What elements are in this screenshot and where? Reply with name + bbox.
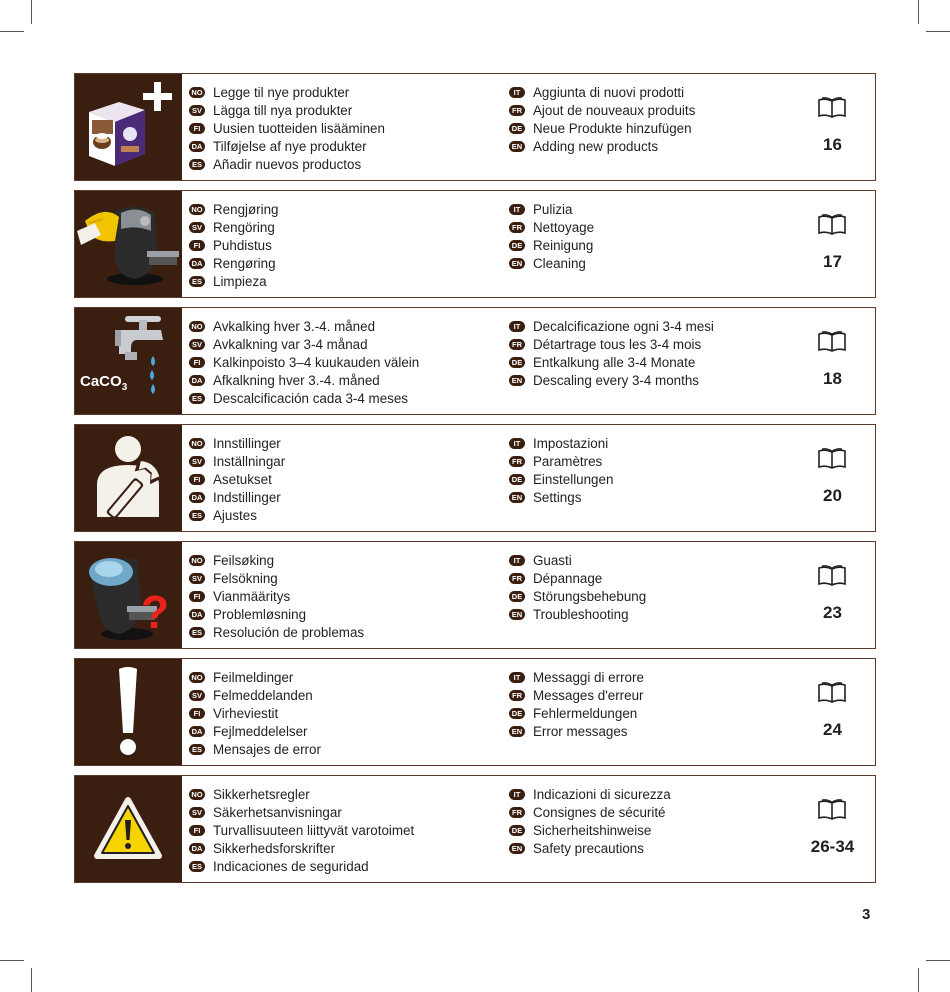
crop-mark [918,968,919,992]
lang-badge: ES [189,744,205,755]
lang-badge: IT [509,87,525,98]
entry-text: Asetukset [213,471,272,487]
caco3-label: CaCO [80,373,122,390]
entry-text: Indicazioni di sicurezza [533,786,671,802]
entry-text: Rengøring [213,255,276,271]
toc-row-cleaning[interactable] [74,190,876,298]
entry-text: Avkalkning var 3-4 månad [213,336,368,352]
entry-text: Adding new products [533,138,659,154]
toc-row-adding-products[interactable] [74,73,876,181]
entry-text: Indicaciones de seguridad [213,858,369,874]
lang-badge: ES [189,276,205,287]
lang-badge: FI [189,357,205,368]
book-icon [817,564,847,588]
lang-badge: IT [509,672,525,683]
entry-text: Settings [533,489,582,505]
lang-badge: ES [189,393,205,404]
lang-badge: EN [509,492,525,503]
entry-text: Troubleshooting [533,606,629,622]
lang-badge: IT [509,438,525,449]
lang-badge: FI [189,474,205,485]
entry-text: Feilmeldinger [213,669,294,685]
entry-text: Reinigung [533,237,594,253]
page-reference[interactable]: 18 [823,369,842,388]
crop-mark [0,960,24,961]
lang-badge: EN [509,726,525,737]
toc-row-safety[interactable] [74,775,876,883]
entry-text: Dépannage [533,570,603,586]
lang-badge: SV [189,573,205,584]
entry-text: Feilsøking [213,552,275,568]
machine-question-icon [75,542,182,648]
lang-badge: DA [189,258,205,269]
page-reference[interactable]: 16 [823,135,842,154]
machine-cleaning-icon [75,191,182,297]
lang-badge: FI [189,240,205,251]
lang-badge: FR [509,105,525,116]
lang-badge: DA [189,492,205,503]
lang-badge: ES [189,627,205,638]
lang-badge: FI [189,708,205,719]
lang-badge: SV [189,690,205,701]
exclamation-icon [75,659,182,765]
lang-badge: EN [509,258,525,269]
entry-text: Kalkinpoisto 3–4 kuukauden välein [213,354,420,370]
entry-text: Inställningar [213,453,286,469]
entry-text: Störungsbehebung [533,588,647,604]
book-icon [817,330,847,354]
entry-text: Decalcificazione ogni 3-4 mesi [533,318,714,334]
entry-text: Resolución de problemas [213,624,365,640]
entry-text: Impostazioni [533,435,609,451]
lang-badge: FI [189,123,205,134]
entry-text: Säkerhetsanvisningar [213,804,342,820]
lang-badge: FR [509,339,525,350]
lang-badge: NO [189,555,205,566]
lang-badge: DE [509,474,525,485]
crop-mark [926,960,950,961]
caco3-subscript: 3 [121,382,128,393]
lang-badge: ES [189,861,205,872]
page-reference[interactable]: 17 [823,252,842,271]
person-wrench-settings-icon [75,425,182,531]
entry-text: Tilføjelse af nye produkter [213,138,367,154]
lang-badge: SV [189,807,205,818]
lang-badge: NO [189,672,205,683]
entry-text: Uusien tuotteiden lisääminen [213,120,385,136]
entry-text: Aggiunta di nuovi prodotti [533,84,685,100]
book-icon [817,798,847,822]
lang-badge: FR [509,807,525,818]
page-reference[interactable]: 23 [823,603,842,622]
descaling-tap-icon [75,308,182,414]
entry-text: Mensajes de error [213,741,321,757]
entry-text: Felmeddelanden [213,687,313,703]
page-reference[interactable]: 24 [823,720,842,739]
entry-text: Rengjøring [213,201,279,217]
toc-row-troubleshooting[interactable] [74,541,876,649]
lang-badge: FR [509,456,525,467]
lang-badge: FI [189,825,205,836]
entry-text: Sikkerhetsregler [213,786,310,802]
entry-text: Pulizia [533,201,573,217]
lang-badge: NO [189,204,205,215]
entry-text: Neue Produkte hinzufügen [533,120,692,136]
page-number: 3 [862,906,871,923]
crop-mark [918,0,919,24]
lang-badge: NO [189,87,205,98]
lang-badge: FR [509,690,525,701]
lang-badge: NO [189,321,205,332]
entry-text: Sicherheitshinweise [533,822,652,838]
lang-badge: NO [189,438,205,449]
entry-text: Añadir nuevos productos [213,156,362,172]
lang-badge: IT [509,204,525,215]
entry-text: Fejlmeddelelser [213,723,308,739]
crop-mark [926,31,950,32]
lang-badge: DE [509,708,525,719]
svg-text:CaCO3 [80,373,128,393]
entry-text: Legge til nye produkter [213,84,350,100]
lang-badge: DE [509,825,525,836]
lang-badge: EN [509,375,525,386]
entry-text: Puhdistus [213,237,272,253]
svg-text:?: ? [141,586,170,638]
book-icon [817,681,847,705]
entry-text: Einstellungen [533,471,614,487]
entry-text: Messaggi di errore [533,669,644,685]
capsule-box-add-icon [75,74,182,180]
toc-row-settings[interactable] [74,424,876,532]
lang-badge: FR [509,573,525,584]
lang-badge: DA [189,609,205,620]
entry-text: Entkalkung alle 3-4 Monate [533,354,696,370]
entry-text: Consignes de sécurité [533,804,666,820]
crop-mark [31,968,32,992]
page-reference[interactable]: 26-34 [810,837,855,856]
entry-text: Fehlermeldungen [533,705,638,721]
lang-badge: SV [189,339,205,350]
lang-badge: DA [189,843,205,854]
entry-text: Paramètres [533,453,603,469]
page-reference[interactable]: 20 [823,486,842,505]
lang-badge: ES [189,510,205,521]
entry-text: Lägga till nya produkter [213,102,353,118]
lang-badge: DA [189,726,205,737]
entry-text: Sikkerhedsforskrifter [213,840,336,856]
entry-text: Problemløsning [213,606,307,622]
lang-badge: EN [509,141,525,152]
lang-badge: IT [509,321,525,332]
entry-text: Turvallisuuteen liittyvät varotoimet [213,822,415,838]
lang-badge: DE [509,357,525,368]
book-icon [817,96,847,120]
lang-badge: SV [189,456,205,467]
lang-badge: SV [189,105,205,116]
lang-badge: IT [509,555,525,566]
entry-text: Ajout de nouveaux produits [533,102,696,118]
entry-text: Innstillinger [213,435,281,451]
toc-row-descaling[interactable] [74,307,876,415]
lang-badge: FR [509,222,525,233]
entry-text: Cleaning [533,255,586,271]
lang-badge: DA [189,141,205,152]
crop-mark [31,0,32,24]
lang-badge: SV [189,222,205,233]
lang-badge: DE [509,123,525,134]
entry-text: Guasti [533,552,572,568]
entry-text: Indstillinger [213,489,281,505]
book-icon [817,213,847,237]
entry-text: Messages d'erreur [533,687,644,703]
lang-badge: DE [509,240,525,251]
entry-text: Nettoyage [533,219,595,235]
entry-text: Afkalkning hver 3.-4. måned [213,372,380,388]
entry-text: Descaling every 3-4 months [533,372,699,388]
lang-badge: ES [189,159,205,170]
lang-badge: FI [189,591,205,602]
lang-badge: EN [509,609,525,620]
book-icon [817,447,847,471]
entry-text: Felsökning [213,570,278,586]
entry-text: Avkalking hver 3.-4. måned [213,318,376,334]
entry-text: Ajustes [213,507,257,523]
toc-row-error-messages[interactable] [74,658,876,766]
entry-text: Limpieza [213,273,267,289]
entry-text: Virheviestit [213,705,279,721]
lang-badge: DA [189,375,205,386]
lang-badge: NO [189,789,205,800]
warning-triangle-icon [75,776,182,882]
lang-badge: IT [509,789,525,800]
lang-badge: DE [509,591,525,602]
entry-text: Error messages [533,723,628,739]
crop-mark [0,31,24,32]
entry-text: Descalcificación cada 3-4 meses [213,390,408,406]
entry-text: Rengöring [213,219,275,235]
entry-text: Safety precautions [533,840,644,856]
entry-text: Vianmääritys [213,588,291,604]
entry-text: Détartrage tous les 3-4 mois [533,336,702,352]
lang-badge: EN [509,843,525,854]
